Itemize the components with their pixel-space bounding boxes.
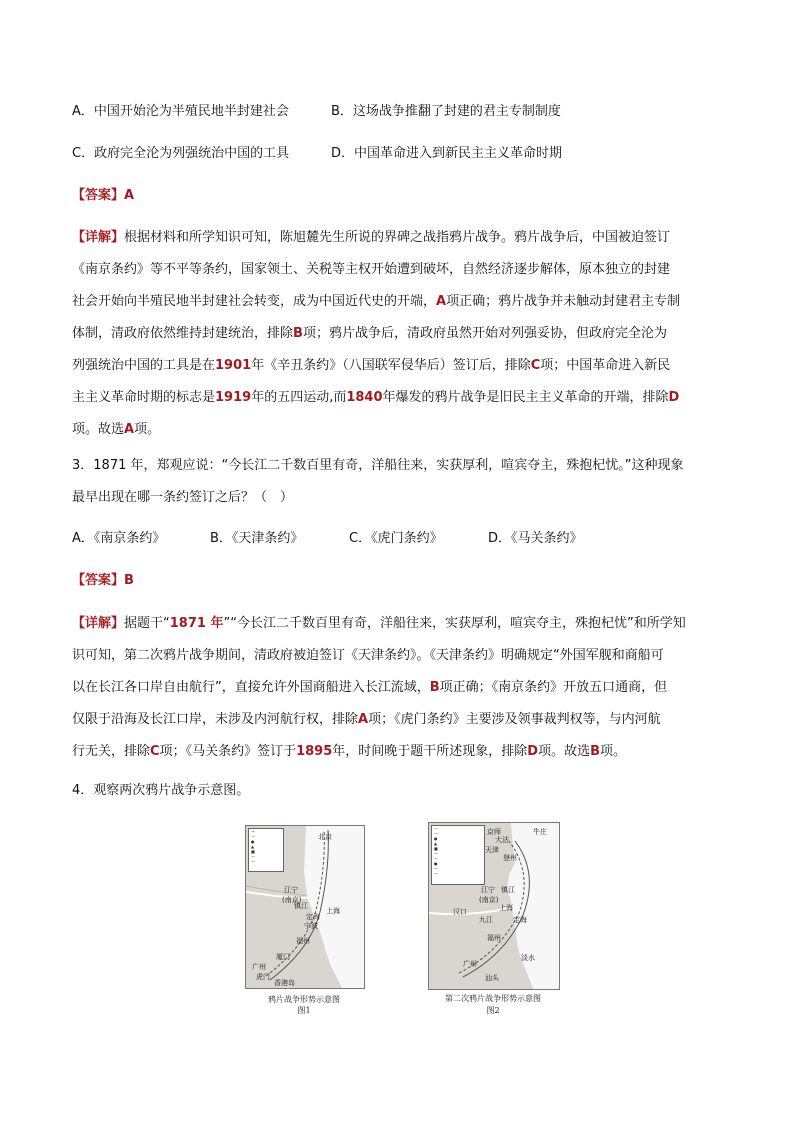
q2-detail [72, 228, 724, 452]
year-ref: 1919 [215, 390, 252, 405]
option-ref: A [358, 712, 369, 727]
option-ref: B [429, 680, 440, 695]
option-ref: A [124, 422, 135, 437]
map2-label-dagu: 大沽 [495, 836, 509, 844]
q3-answer [72, 571, 134, 591]
q2-option-c: C．政府完全沦为列强统治中国的工具 [72, 146, 290, 161]
q3-stem [72, 456, 724, 520]
map1-label-zhenjiang: 镇江 [294, 902, 308, 910]
detail-text: 项。 [600, 744, 627, 759]
map1-title: 鸦片战争形势示意图 [268, 995, 340, 1004]
map1-figure-number: 图1 [297, 1006, 311, 1015]
detail-text: 体制，清政府依然维持封建统治，排除 [72, 326, 294, 341]
map1-label-fuzhou: 福州 [296, 937, 310, 945]
answer-value: B [124, 573, 134, 588]
map2-label-jiangning: 江宁 [481, 886, 495, 894]
detail-text: 仅限于沿海及长江口岸，未涉及内河航行权，排除 [72, 712, 359, 727]
detail-text: 项；《马关条约》签订于 [159, 744, 297, 759]
q4-stem: 4．观察两次鸦片战争示意图。 [72, 783, 250, 798]
map-first-opium-war [245, 825, 365, 989]
map1-label-humen: 虎门 [256, 973, 270, 981]
year-ref: 1895 [296, 744, 333, 759]
map2-legend: — — ● ▲ ■ — — ● — — [431, 825, 485, 885]
map2-figure-number: 图2 [486, 1006, 500, 1015]
detail-text: 项；鸦片战争后，清政府虽然开始对列强妥协，但政府完全沦为 [302, 326, 667, 341]
q3-option-b: B．《天津条约》 [210, 531, 304, 546]
map2-label-danshui: 淡水 [521, 954, 535, 962]
detail-text: 项。故选 [538, 744, 591, 759]
map-second-opium-war [428, 822, 560, 990]
map2-label-jiujiang: 九江 [479, 916, 493, 924]
option-ref: D [668, 390, 680, 405]
detail-text: 项正确；鸦片战争并未触动封建君主专制 [446, 294, 681, 309]
map2-label-shantou: 汕头 [485, 974, 499, 982]
map2-label-guangzhou: 广州 [463, 960, 477, 968]
q2-answer [72, 186, 134, 206]
q2-option-a: A．中国开始沦为半殖民地半封建社会 [72, 104, 289, 119]
map2-label-dengzhou: 登州 [503, 854, 517, 862]
map1-label-beijing: 北京 [318, 833, 332, 841]
option-ref: A [436, 294, 447, 309]
detail-text: 年，时间晚于题干所述现象，排除 [332, 744, 528, 759]
map2-label-zhenjiang: 镇江 [501, 886, 515, 894]
map1-label-ningbo: 宁波 [304, 922, 318, 930]
detail-text: 据题干“ [124, 616, 170, 631]
option-ref: B [590, 744, 601, 759]
q2-option-b: B．这场战争推翻了封建的君主专制制度 [331, 104, 561, 119]
map2-label-fuzhou: 福州 [487, 934, 501, 942]
map1-label-hongkong: 香港岛 [274, 979, 295, 987]
detail-text: 项。 [134, 422, 161, 437]
year-ref: 1840 [346, 390, 383, 405]
option-ref: B [293, 326, 303, 341]
answer-tag: 【答案】 [72, 188, 125, 203]
detail-text: 年的五四运动,而 [251, 390, 347, 405]
detail-text: 根据材料和所学知识可知，陈旭麓先生所说的界碑之战指鸦片战争。鸦片战争后，中国被迫签订 [124, 230, 671, 245]
map2-label-tianjin: 天津 [485, 846, 499, 854]
q3-option-a: A．《南京条约》 [72, 531, 166, 546]
detail-tag: 【详解】 [72, 230, 125, 245]
detail-text: 社会开始向半殖民地半封建社会转变，成为中国近代史的开端， [72, 294, 437, 309]
option-ref: D [527, 744, 539, 759]
map1-label-zhoushan: 定海 [306, 913, 320, 921]
detail-tag: 【详解】 [72, 616, 125, 631]
detail-text: 项；中国革命进入新民 [540, 358, 671, 373]
detail-text: 项。故选 [72, 422, 125, 437]
map2-label-shanghai: 上海 [499, 904, 513, 912]
map1-legend: — — ● ▲ ■ — — [248, 828, 284, 872]
year-ref: 1901 [215, 358, 252, 373]
answer-tag: 【答案】 [72, 573, 125, 588]
detail-text: 以在长江各口岸自由航行”，直接允许外国商船进入长江流域， [72, 680, 430, 695]
q2-option-d: D．中国革命进入到新民主主义革命时期 [331, 146, 563, 161]
detail-text: 主主义革命时期的标志是 [72, 390, 216, 405]
detail-text: 列强统治中国的工具是在 [72, 358, 216, 373]
q3-option-d: D．《马关条约》 [488, 531, 583, 546]
detail-text: 《南京条约》等不平等条约，国家领土、关税等主权开始遭到破坏，自然经济逐步解体，原本独立的封建 [72, 262, 671, 277]
map1-label-nanjing: (南京) [282, 896, 302, 904]
map1-label-shanghai: 上海 [326, 907, 340, 915]
detail-text: 行无关，排除 [72, 744, 151, 759]
q3-line: 3．1871 年，郑观应说：“今长江二千数百里有奇，洋船往来，实获厚利，喧宾夺主，殊抱杞忧。”这种现象 [72, 458, 684, 473]
map1-label-xiamen: 厦门 [276, 953, 290, 961]
q3-line: 最早出现在哪一条约签订之后？（ ） [72, 490, 294, 505]
detail-text: 年《辛丑条约》（八国联军侵华后）签订后，排除 [251, 358, 531, 373]
map2-label-hankou: 汉口 [453, 908, 467, 916]
q3-detail [72, 614, 724, 774]
detail-text: ”“今长江二千数百里有奇，洋船往来，实获厚利，喧宾夺主，殊抱杞忧”和所学知 [223, 616, 686, 631]
map2-label-niuzhuang: 牛庄 [533, 828, 547, 836]
map2-label-beijing: 京师 [487, 828, 501, 836]
detail-text: 识可知，第二次鸦片战争期间，清政府被迫签订《天津条约》。《天津条约》明确规定“外国军舰和商船可 [72, 648, 664, 663]
year-ref: 1871 年 [169, 616, 224, 631]
option-ref: C [530, 358, 541, 373]
map2-label-dinghai: 定海 [513, 916, 527, 924]
q3-option-c: C．《虎门条约》 [349, 531, 443, 546]
map1-label-guangzhou: 广州 [252, 963, 266, 971]
map2-label-nanjing: (南京) [479, 896, 499, 904]
map2-title: 第二次鸦片战争形势示意图 [445, 994, 541, 1003]
map1-label-jiangning: 江宁 [284, 886, 298, 894]
answer-value: A [124, 188, 135, 203]
detail-text: 项正确；《南京条约》开放五口通商，但 [439, 680, 668, 695]
detail-text: 项；《虎门条约》主要涉及领事裁判权等，与内河航 [368, 712, 661, 727]
detail-text: 年爆发的鸦片战争是旧民主主义革命的开端，排除 [382, 390, 669, 405]
option-ref: C [150, 744, 160, 759]
